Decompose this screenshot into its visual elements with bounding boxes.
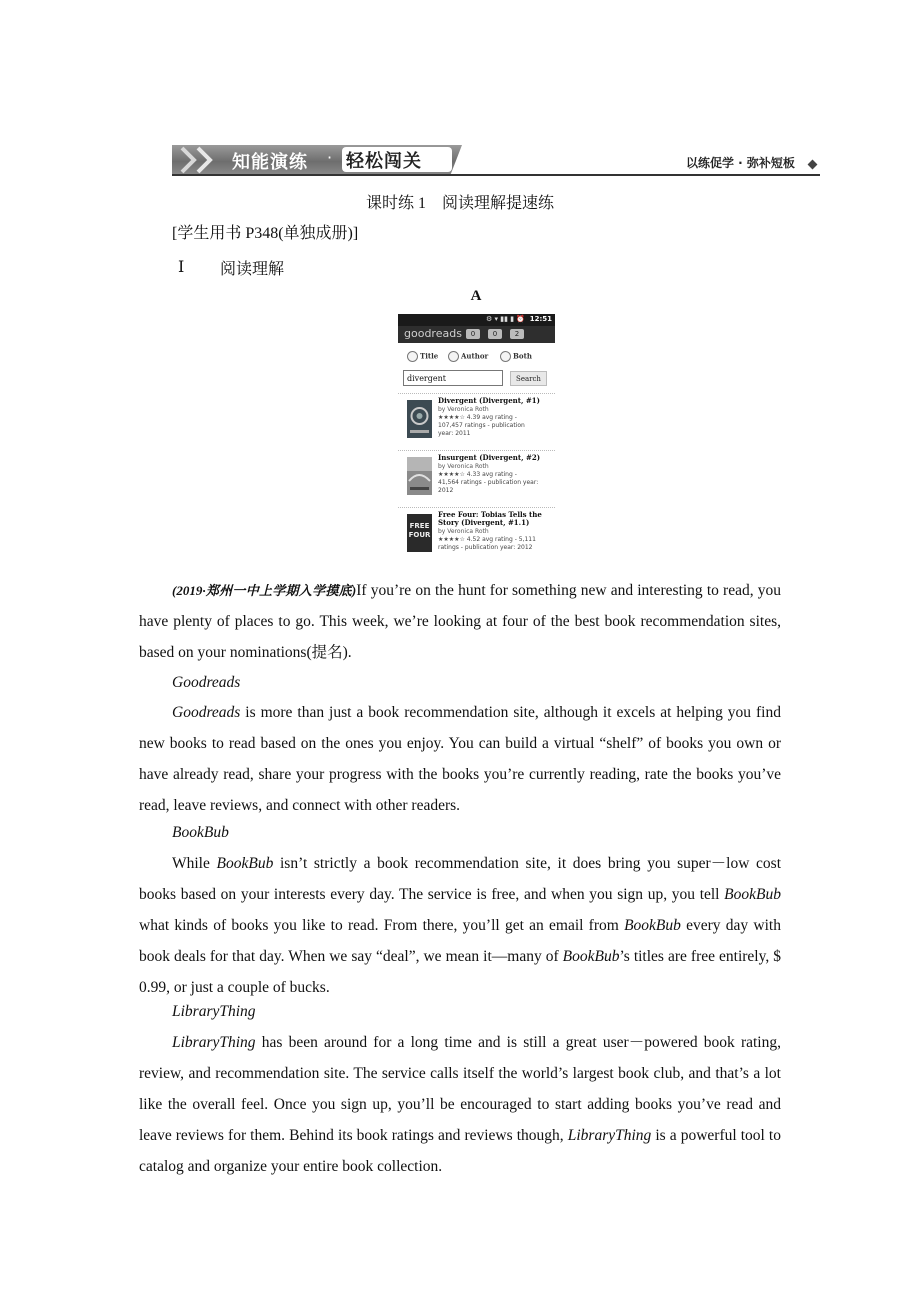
book-meta: 41,564 ratings - publication year: xyxy=(438,479,539,486)
heading-librarything: LibraryThing xyxy=(172,1003,256,1020)
book-meta: 2012 xyxy=(438,487,454,494)
book-meta: year: 2011 xyxy=(438,430,471,437)
app-logo: goodreads xyxy=(404,327,462,340)
radio-title: Title xyxy=(407,351,438,362)
book-meta: ★★★★☆ 4.52 avg rating - 5,111 xyxy=(438,536,536,543)
heading-bookbub: BookBub xyxy=(172,824,229,841)
search-input: divergent xyxy=(403,370,503,386)
book-title: Insurgent (Divergent, #2) xyxy=(438,453,541,462)
book-cover-icon xyxy=(407,400,432,438)
banner-title-left: 知能演练 xyxy=(232,152,308,173)
book-title: Divergent (Divergent, #1) xyxy=(438,396,540,405)
app-bar xyxy=(398,326,555,343)
book-cover-icon xyxy=(407,457,432,495)
radio-icon xyxy=(407,351,418,362)
header-divider xyxy=(172,174,820,176)
book-author: by Veronica Roth xyxy=(438,528,489,535)
book-title: Free Four: Tobias Tells the Story (Divergent, #1.1) xyxy=(438,510,542,527)
search-button: Search xyxy=(510,371,547,386)
app-bar-badge: 0 xyxy=(488,329,502,339)
book-meta: ★★★★☆ 4.39 avg rating - xyxy=(438,414,517,421)
intro-paragraph: (2019·郑州一中上学期入学摸底)If you’re on the hunt for something new and interesting to read, you have plenty of places to go. This week, we’re looking at four of the best book recommendation sites, based on your nominations(提名). xyxy=(139,582,781,661)
header-slogan: 以练促学 · 弥补短板 xyxy=(686,156,795,170)
book-author: by Veronica Roth xyxy=(438,406,489,413)
app-bar-badge: 2 xyxy=(510,329,524,339)
status-bar xyxy=(398,314,555,326)
diamond-icon xyxy=(808,160,818,170)
section-banner xyxy=(172,145,462,175)
list-item xyxy=(398,450,555,507)
status-icons: ⚙ ▾ ▮▮ ▮ ⏰ xyxy=(486,315,525,323)
book-meta: ratings - publication year: 2012 xyxy=(438,544,533,551)
source-note: (2019·郑州一中上学期入学摸底) xyxy=(172,583,357,598)
bookbub-paragraph: While BookBub isn’t strictly a book recommendation site, it does bring you super－low cost books based on your interests every day. The service is free, and when you sign up, you tell BookBub what kinds of books you like to read. From there, you’ll get an email from BookBub every day with book deals for that day. When we say “deal”, we mean it—many of BookBub’s titles are free entirely, $ 0.99, or just a couple of bucks. xyxy=(139,855,782,996)
book-meta: ★★★★☆ 4.33 avg rating - xyxy=(438,471,517,478)
banner-highlight-box xyxy=(342,147,452,172)
list-item xyxy=(398,393,555,450)
book-meta: 107,457 ratings - publication xyxy=(438,422,525,429)
librarything-paragraph: LibraryThing has been around for a long time and is still a great user－powered book rating, review, and recommendation site. The service calls itself the world’s largest book club, and that’s a lot like the overall feel. Once you sign up, you’ll be encouraged to start adding books you’ve read and leave reviews for them. Behind its book ratings and reviews though, LibraryThing is a powerful tool to catalog and organize your entire book collection. xyxy=(139,1034,781,1175)
passage-label: A xyxy=(470,288,482,304)
radio-author: Author xyxy=(448,351,488,362)
radio-both: Both xyxy=(500,351,532,362)
radio-icon xyxy=(448,351,459,362)
book-reference: [学生用书 P348(单独成册)] xyxy=(172,225,359,242)
book-cover-icon: FREE FOUR xyxy=(407,514,432,552)
app-bar-badge: 0 xyxy=(466,329,480,339)
book-author: by Veronica Roth xyxy=(438,463,489,470)
radio-icon xyxy=(500,351,511,362)
section-number: Ⅰ xyxy=(178,259,185,276)
chevron-right-icon xyxy=(194,146,216,174)
status-time: 12:51 xyxy=(529,315,552,323)
lesson-title: 课时练 1 阅读理解提速练 xyxy=(365,195,554,212)
banner-separator: · xyxy=(327,148,333,167)
heading-goodreads: Goodreads xyxy=(172,674,241,691)
list-item xyxy=(398,507,555,564)
banner-title-right: 轻松闯关 xyxy=(346,151,422,172)
goodreads-app-screenshot xyxy=(398,314,555,564)
section-title: 阅读理解 xyxy=(220,261,285,278)
goodreads-paragraph: Goodreads is more than just a book recommendation site, although it excels at helping you find new books to read based on the ones you enjoy. You can build a virtual “shelf” of books you own or have already read, share your progress with the books you’re currently reading, rate the books you’ve read, leave reviews, and connect with other readers. xyxy=(139,704,781,814)
